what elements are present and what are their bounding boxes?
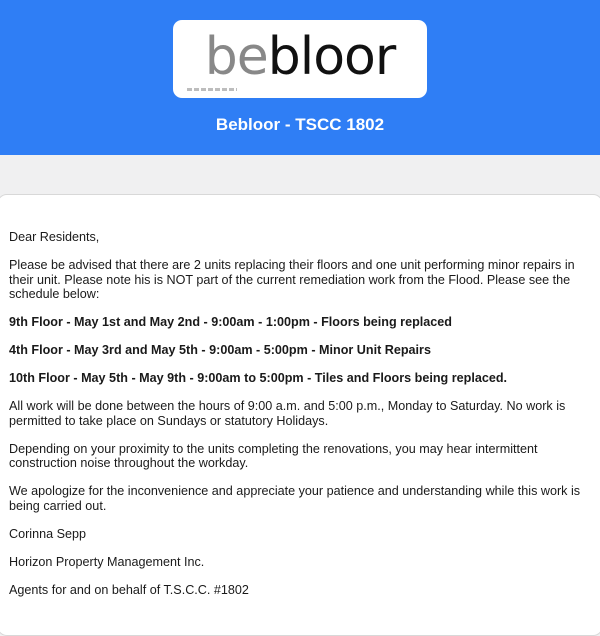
- work-hours-paragraph: All work will be done between the hours of 9:00 a.m. and 5:00 p.m., Monday to Saturday. No work is permitted to take place on Sundays or statutory Holidays.: [9, 399, 566, 428]
- bebloor-logo[interactable]: [173, 20, 427, 98]
- noise-paragraph: Depending on your proximity to the units completing the renovations, you may hear intermittent construction noise throughout the workday.: [9, 441, 538, 470]
- logo-be-text: be: [204, 27, 268, 87]
- greeting: Dear Residents,: [9, 230, 100, 244]
- message-body: [9, 230, 593, 611]
- logo-dotted-underline: [187, 88, 237, 91]
- intro-paragraph: Please be advised that there are 2 units replacing their floors and one unit performing minor repairs in their unit. Please note his is NOT part of the current remediation work from the Flood. Please see the schedule below:: [9, 258, 575, 301]
- signature-name: Corinna Sepp: [9, 526, 87, 541]
- signature-agents: Agents for and on behalf of T.S.C.C. #1802: [9, 582, 249, 597]
- signature-company: Horizon Property Management Inc.: [9, 554, 205, 569]
- schedule-item-10th-floor: 10th Floor - May 5th - May 9th - 9:00am to 5:00pm - Tiles and Floors being replaced.: [9, 371, 508, 385]
- email-header-banner: [0, 0, 600, 155]
- apology-paragraph: We apologize for the inconvenience and appreciate your patience and understanding while this work is being carried out.: [9, 484, 581, 513]
- logo-bloor-text: bloor: [267, 27, 396, 87]
- schedule-item-4th-floor: 4th Floor - May 3rd and May 5th - 9:00am - 5:00pm - Minor Unit Repairs: [9, 343, 431, 357]
- header-title: Bebloor - TSCC 1802: [215, 115, 385, 134]
- logo-wordmark: [173, 20, 427, 98]
- schedule-item-9th-floor: 9th Floor - May 1st and May 2nd - 9:00am - 1:00pm - Floors being replaced: [9, 315, 452, 329]
